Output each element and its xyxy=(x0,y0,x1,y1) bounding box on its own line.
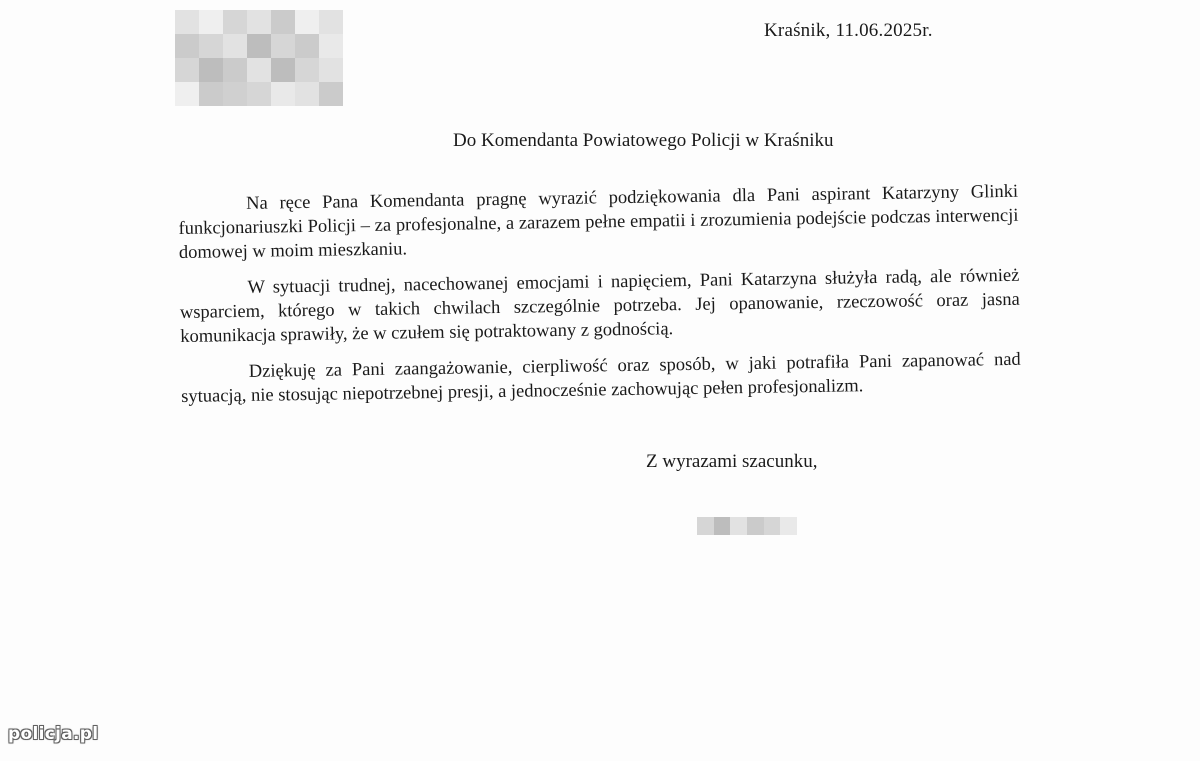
redaction-pixel xyxy=(271,34,295,58)
redaction-pixel xyxy=(175,34,199,58)
redaction-pixel xyxy=(223,58,247,82)
redaction-pixel xyxy=(319,34,343,58)
redaction-pixel xyxy=(175,58,199,82)
redacted-sender-block xyxy=(175,10,343,106)
redaction-pixel xyxy=(247,82,271,106)
source-watermark: policja.pl xyxy=(8,724,99,744)
redaction-pixel xyxy=(780,517,797,535)
redaction-pixel xyxy=(199,82,223,106)
redaction-pixel xyxy=(295,34,319,58)
redaction-pixel xyxy=(295,58,319,82)
redaction-pixel xyxy=(730,517,747,535)
letter-date: Kraśnik, 11.06.2025r. xyxy=(764,20,933,41)
redaction-pixel xyxy=(223,82,247,106)
letter-body xyxy=(178,180,1021,421)
redaction-pixel xyxy=(175,10,199,34)
redaction-pixel xyxy=(295,82,319,106)
letter-closing: Z wyrazami szacunku, xyxy=(646,451,818,472)
letter-addressee: Do Komendanta Powiatowego Policji w Kraśniku xyxy=(453,130,834,151)
redaction-pixel xyxy=(271,58,295,82)
redaction-pixel xyxy=(747,517,764,535)
redaction-pixel xyxy=(247,58,271,82)
redaction-pixel xyxy=(271,82,295,106)
redacted-signature xyxy=(697,517,797,535)
redaction-pixel xyxy=(223,34,247,58)
redaction-pixel xyxy=(319,82,343,106)
redaction-pixel xyxy=(223,10,247,34)
redaction-pixel xyxy=(175,82,199,106)
redaction-pixel xyxy=(697,517,714,535)
letter-paragraph-1: Na ręce Pana Komendanta pragnę wyrazić podziękowania dla Pani aspirant Katarzyny Glinki funkcjonariuszki Policji – za profesjonalne, a zarazem pełne empatii i zrozumienia podejście podczas interwencji domowej w moim mieszkaniu. xyxy=(178,181,1019,263)
redaction-pixel xyxy=(271,10,295,34)
redaction-pixel xyxy=(247,34,271,58)
redaction-pixel xyxy=(319,58,343,82)
redaction-pixel xyxy=(199,34,223,58)
letter-paragraph-2: W sytuacji trudnej, nacechowanej emocjami i napięciem, Pani Katarzyna służyła radą, ale również wsparciem, którego w takich chwilach szczególnie potrzeba. Jej opanowanie, rzeczowość oraz jasna komunikacja sprawiły, że w czułem się potraktowany z godnością. xyxy=(179,265,1020,347)
redaction-pixel xyxy=(319,10,343,34)
redaction-pixel xyxy=(764,517,781,535)
letter-paragraph-3: Dziękuję za Pani zaangażowanie, cierpliwość oraz sposób, w jaki potrafiła Pani zapanować nad sytuacją, nie stosując niepotrzebnej presji, a jednocześnie zachowując pełen profesjonalizm. xyxy=(181,349,1021,407)
redaction-pixel xyxy=(247,10,271,34)
redaction-pixel xyxy=(714,517,731,535)
redaction-pixel xyxy=(295,10,319,34)
redaction-pixel xyxy=(199,58,223,82)
redaction-pixel xyxy=(199,10,223,34)
